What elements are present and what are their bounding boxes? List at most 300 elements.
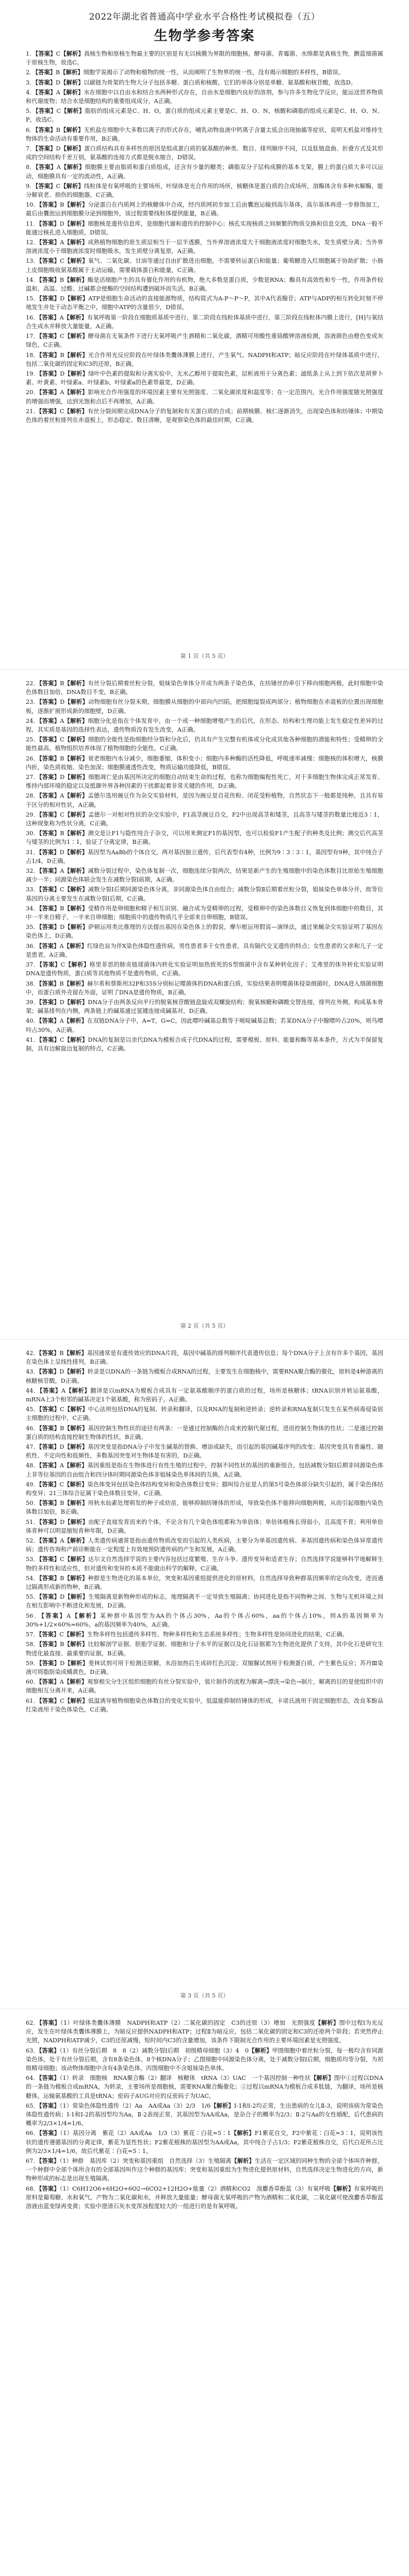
answer-label: 【答案】 xyxy=(39,848,60,856)
answer-label: 【答案】 xyxy=(39,886,60,893)
answer-item xyxy=(26,810,383,828)
item-number: 60． xyxy=(26,1679,39,1686)
answer-label: 【答案】 xyxy=(39,239,60,246)
answer-value: C xyxy=(60,886,64,893)
answer-item xyxy=(26,885,383,903)
analysis-label: 【解析】 xyxy=(64,1368,88,1376)
answer-value: （1）种群 基因库（2）突变和基因重组 自然选择（3）生殖隔离 xyxy=(59,2158,232,2165)
item-number: 66． xyxy=(26,2130,40,2137)
answer-label: 【答案】 xyxy=(39,773,60,781)
analysis-label: 【解析】 xyxy=(249,2046,272,2054)
item-number: 67． xyxy=(26,2158,39,2165)
analysis-label: 【解析】 xyxy=(64,886,88,893)
document-page xyxy=(0,0,409,670)
answer-value: （1）基因分离 紫花（2）AA或Aa 1/3（3）紫花∶白花=5∶1 xyxy=(60,2130,231,2137)
answer-label: 【答案】 xyxy=(39,1631,60,1638)
page-footer: 第 2 页（共 5 页） xyxy=(180,1323,229,1329)
analysis-text: 衰老细胞内水分减少，细胞萎缩，体积变小；细胞内多种酶的活性降低，呼吸速率减慢；细胞核的体积增大，核膜内折，染色质收缩、染色加深；细胞膜通透性改变，物质运输功能降低，B错误。 xyxy=(26,755,383,771)
answer-label: 【答案】 xyxy=(39,698,60,706)
answer-item xyxy=(26,1499,383,1516)
answer-label: 【答案】 xyxy=(39,979,60,987)
document-page xyxy=(0,670,409,1340)
item-number: 35． xyxy=(26,924,39,931)
answer-value: B xyxy=(60,351,64,359)
answer-label: 【答案】 xyxy=(39,313,60,321)
analysis-label: 【解析】 xyxy=(64,867,88,875)
analysis-label: 【解析】 xyxy=(65,1386,91,1394)
analysis-label: 【解析】 xyxy=(64,792,88,800)
item-number: 41． xyxy=(26,1036,39,1043)
answer-item xyxy=(26,351,383,368)
answer-item xyxy=(26,68,383,77)
answer-label: 【答案】 xyxy=(39,1443,60,1451)
analysis-text: 格里菲思的肺炎链球菌体内转化实验证明加热致死的S型细菌中含有某种转化因子；艾弗里的体外转化实验证明DNA是遗传物质，蛋白质等其他物质不是遗传物质，C正确。 xyxy=(26,961,383,977)
analysis-text: 分泌蛋白在内质网上的核糖体中合成，经内质网初步加工后由囊泡运输到高尔基体，高尔基体再进一步修饰加工，最后由囊泡运到细胞膜分泌到细胞外，该过程需要线粒体提供能量，B正确。 xyxy=(26,201,383,217)
answer-value: D xyxy=(56,79,61,86)
analysis-label: 【解析】 xyxy=(64,407,88,415)
item-number: 51． xyxy=(26,1518,39,1526)
item-number: 27． xyxy=(26,774,39,781)
answer-item xyxy=(26,126,383,143)
answer-item xyxy=(26,2019,383,2045)
answer-item xyxy=(26,942,383,959)
analysis-label: 【解析】 xyxy=(64,276,88,283)
item-number: 13． xyxy=(26,258,39,265)
answer-item xyxy=(26,1461,383,1479)
analysis-text: 某种群中基因型为AA的个体占30%，Aa的个体占60%，aa的个体占10%，则A的基因频率为30%+1/2×60%=60%，a的基因频率为40%，A正确。 xyxy=(26,1612,384,1628)
analysis-label: 【解析】 xyxy=(64,773,89,781)
answer-label: 【答案】 xyxy=(39,717,60,724)
answer-item xyxy=(26,182,383,199)
answer-label: 【答案】 xyxy=(39,810,60,818)
analysis-text: 生活在一定区域的同种生物的全部个体叫作种群，一个种群中全部个体所含有的全部基因叫作这个种群的基因库；突变和基因重组为生物进化提供原材料，自然选择决定生物进化的方向，新物种形成的标志是出现生殖隔离。 xyxy=(26,2158,383,2182)
answer-label: 【答案】 xyxy=(39,1017,60,1025)
answer-value: C xyxy=(60,736,64,743)
answer-value: C xyxy=(60,961,66,969)
answer-value: C xyxy=(59,408,64,415)
item-number: 26． xyxy=(26,755,39,762)
answer-item xyxy=(26,369,383,387)
answer-item xyxy=(26,1386,383,1404)
item-number: 5． xyxy=(26,108,36,115)
answer-label: 【答案】 xyxy=(39,2102,60,2109)
answer-item xyxy=(26,2184,383,2211)
answer-label: 【答案】 xyxy=(39,201,60,209)
analysis-label: 【解析】 xyxy=(60,50,84,57)
item-number: 3． xyxy=(26,79,36,86)
answer-label: 【答案】 xyxy=(39,2046,60,2054)
item-number: 45． xyxy=(26,1406,39,1413)
item-number: 4． xyxy=(26,89,36,96)
analysis-label: 【解析】 xyxy=(64,848,88,856)
analysis-text: 减数分裂过程中，染色体复制一次，细胞连续分裂两次，结果是新产生的生殖细胞中的染色体数目比原始生殖细胞减少一半；同源染色体联会发生在减数分裂Ⅰ前期，A正确。 xyxy=(26,868,383,884)
item-number: 39． xyxy=(26,998,39,1006)
answer-label: 【答案】 xyxy=(39,1678,60,1686)
analysis-text: 基因重组是指在生物体进行有性生殖的过程中，控制不同性状的基因的重新组合，包括减数分裂Ⅰ后期非同源染色体上非等位基因的自由组合和四分体时期同源染色体非姐妹染色单体间的互换，A正确。 xyxy=(26,1462,383,1478)
analysis-text: 比较解剖学证据、胚胎学证据、细胞和分子水平的证据以及化石证据都为生物进化提供了支持，其中化石是研究生物进化最直接、最重要的证据，B正确。 xyxy=(26,1641,383,1657)
analysis-label: 【解析】 xyxy=(64,1499,88,1507)
analysis-text: 测交是让F1与隐性纯合子杂交，可以用来测定F1的基因型，也可以检验F1产生配子的种类及比例；测交后代高茎与矮茎的比例为1∶1，验证了分离定律，B正确。 xyxy=(26,830,383,846)
answer-item xyxy=(26,388,383,405)
answer-value: D xyxy=(59,1444,64,1451)
analysis-text: 氧气、二氧化碳、甘油等通过自由扩散进出细胞，不需要转运蛋白和能量；葡萄糖进入红细胞属于协助扩散；小肠上皮细胞吸收氨基酸属于主动运输，需要载体蛋白和能量，C正确。 xyxy=(26,258,384,274)
answer-item xyxy=(26,829,383,846)
answer-item xyxy=(26,163,383,180)
answer-item xyxy=(26,107,383,124)
answer-label: 【答案】 xyxy=(39,2074,60,2082)
answer-item xyxy=(26,717,383,734)
analysis-label: 【解析】 xyxy=(231,2129,255,2137)
answer-item xyxy=(26,679,383,697)
answer-value: B xyxy=(60,201,64,209)
answer-value: A xyxy=(60,239,64,246)
answer-label: 【答案】 xyxy=(36,163,57,171)
answer-label: 【答案】 xyxy=(39,736,60,743)
analysis-text: 中心法则包括DNA的复制、转录和翻译，以及RNA的复制和逆转录；逆转录和RNA复制只发生在某些病毒侵染宿主细胞的过程中，C正确。 xyxy=(26,1406,383,1422)
answer-value: （1）转录 细胞核 RNA聚合酶（2）翻译 核糖体 tRNA（3）UAC 一个基因控制一种性状 xyxy=(59,2075,311,2082)
answer-label: 【答案】 xyxy=(39,1368,60,1376)
analysis-label: 【解析】 xyxy=(63,979,88,987)
answer-item xyxy=(26,1574,383,1591)
analysis-label: 【解析】 xyxy=(64,717,88,724)
item-number: 50． xyxy=(26,1500,39,1507)
analysis-label: 【解析】 xyxy=(64,1537,88,1545)
exam-title: 2022年湖北省普通高中学业水平合格性考试模拟卷（五） xyxy=(89,12,320,22)
answer-label: 【答案】 xyxy=(39,407,60,415)
analysis-text: 观察根尖分生区组织细胞的有丝分裂实验中，装片制作的流程为解离→漂洗→染色→制片，解离的目的是使组织中的细胞相互分离开来，A正确。 xyxy=(26,1679,383,1694)
analysis-text: 染色体变异包括染色体结构变异和染色体数目变异；猫叫综合征是人的第5号染色体部分缺失引起的，属于染色体结构变异；21三体综合征属于染色体数目变异，C正确。 xyxy=(26,1481,383,1497)
answer-value: B xyxy=(56,69,60,76)
answer-label: 【答案】 xyxy=(39,1518,60,1526)
analysis-text: 真核生物和原核生物最主要的区别是有无以核膜为界限的细胞核。酵母菌、青霉菌、水绵都是真核生物，颤蓝细菌属于原核生物，故选C。 xyxy=(26,50,383,66)
item-number: 8． xyxy=(26,164,36,171)
item-number: 31． xyxy=(26,849,39,856)
answer-value: B xyxy=(59,1350,64,1357)
analysis-text: 用秋水仙素处理萌发的种子或幼苗，能够抑制纺锤体的形成，导致染色体不能移向细胞两极，从而引起细胞内染色体数目加倍，B正确。 xyxy=(26,1500,383,1516)
analysis-label: 【解析】 xyxy=(231,2157,255,2165)
analysis-text: 有丝分裂后期着丝粒分裂，姐妹染色单体分开成为两条子染色体，在纺锤丝的牵引下移向细胞两极，此时细胞中染色体数目加倍，DNA数目不变，B正确。 xyxy=(26,680,383,696)
answer-value: A xyxy=(60,1537,64,1545)
answer-value: C xyxy=(59,1036,64,1043)
answer-item xyxy=(26,923,383,940)
answer-value: A xyxy=(66,1612,71,1619)
analysis-label: 【解析】 xyxy=(64,1518,89,1526)
analysis-text: Ⅰ-1和Ⅰ-2均正常，生出患病的女儿Ⅱ-3，说明该病为常染色体隐性遗传病；Ⅰ-1和Ⅰ-2的基因型均为Aa，Ⅱ-2表现正常，其基因型为AA或Aa，是杂合子的概率为2/3；Ⅱ-2与Aa的女性婚配，后代患病的概率为2/3×1/4=1/6。 xyxy=(26,2102,383,2127)
item-number: 49． xyxy=(26,1481,39,1488)
analysis-label: 【解析】 xyxy=(63,1462,88,1469)
item-number: 54． xyxy=(26,1574,39,1582)
item-number: 57． xyxy=(26,1631,39,1638)
analysis-label: 【解析】 xyxy=(64,239,88,246)
analysis-text: 低温诱导植物细胞染色体数目的变化实验中，低温能抑制纺锤体的形成，卡诺氏液用于固定细胞形态，改良苯酚品红染液用于染色体染色，C正确。 xyxy=(26,1697,384,1713)
analysis-label: 【解析】 xyxy=(60,88,84,96)
answer-value: C xyxy=(60,258,64,265)
analysis-text: 影响光合作用强度的环境因素主要有光照强度、二氧化碳浓度和温度等；在一定范围内，光合作用强度随光照强度的增强而增强，达到光饱和点后不再增加，A正确。 xyxy=(26,389,383,405)
answer-item xyxy=(26,1640,383,1657)
analysis-label: 【解析】 xyxy=(71,1612,100,1619)
answer-item xyxy=(26,867,383,884)
answer-label: 【答案】 xyxy=(39,680,60,687)
answer-value: C xyxy=(56,50,61,57)
analysis-text: 红绿色盲为伴X染色体隐性遗传病，男性患者多于女性患者，具有隔代交叉遗传的特点；女性患者的父亲和儿子一定是患者，A正确。 xyxy=(26,942,383,958)
item-number: 15． xyxy=(26,295,39,302)
analysis-label: 【解析】 xyxy=(65,961,90,969)
answer-item xyxy=(26,88,383,106)
answer-value: （1）常染色体隐性遗传（2）Aa AA或Aa（3）2/3 1/6 xyxy=(59,2102,211,2109)
answer-label: 【答案】 xyxy=(39,1574,60,1582)
item-number: 36． xyxy=(26,942,39,950)
analysis-text: F1紫花自交，F2中紫花∶白花≈3∶1，说明该性状的遗传遵循基因的分离定律，紫花为显性性状；F2紫花植株的基因型为AA或Aa，其中纯合子占1/3；F2紫花植株自交，后代白花所占比例为2/3×1/4=1/6，故后代紫花∶白花=5∶1。 xyxy=(26,2130,383,2155)
analysis-text: 受精作用是卵细胞和精子相互识别、融合成为受精卵的过程，受精卵中的染色体数目又恢复到体细胞中的数目，其中一半来自精子，一半来自卵细胞；细胞质中的遗传物质几乎全部来自卵细胞，B错误。 xyxy=(26,905,383,921)
item-number: 9． xyxy=(26,182,36,190)
answer-item xyxy=(26,1443,383,1460)
analysis-label: 【解析】 xyxy=(64,923,89,931)
analysis-label: 【解析】 xyxy=(60,69,84,76)
answer-value: D xyxy=(60,370,65,377)
answer-value: D xyxy=(60,1659,65,1667)
answer-item xyxy=(26,1612,383,1629)
analysis-label: 【解析】 xyxy=(64,829,88,837)
item-number: 62． xyxy=(26,2020,40,2026)
answer-item xyxy=(26,754,383,772)
answer-label: 【答案】 xyxy=(39,1462,60,1469)
answer-value: B xyxy=(60,755,64,762)
answer-value: A xyxy=(59,1462,64,1469)
item-number: 30． xyxy=(26,830,39,837)
answer-value: B xyxy=(60,905,64,912)
answer-label: 【答案】 xyxy=(39,1405,60,1413)
item-number: 55． xyxy=(26,1594,39,1601)
answer-value: B xyxy=(60,1574,64,1582)
analysis-text: 基因通常是有遗传效应的DNA片段，基因中碱基的排列顺序代表遗传信息；每个DNA分子上含有许多个基因，基因在染色体上呈线性排列，B正确。 xyxy=(26,1350,383,1366)
item-number: 33． xyxy=(26,886,39,893)
answer-item xyxy=(26,1349,383,1366)
analysis-text: 转录是以DNA的一条链为模板合成RNA的过程，主要发生在细胞核中，需要RNA聚合酶的催化，原料是4种游离的核糖核苷酸，D正确。 xyxy=(26,1368,384,1384)
analysis-text: 图中①过程以DNA的一条链为模板合成mRNA，为转录，主要场所是细胞核，需要RNA聚合酶催化；②过程以mRNA为模板合成多肽链，为翻译，场所是核糖体，运输氨基酸的工具是tRNA；密码子AUG对应的反密码子为UAC。 xyxy=(26,2075,383,2099)
analysis-text: 蛋白质结构具有多样性的原因是组成蛋白质的氨基酸的种类、数目、排列顺序不同，以及肽链盘曲、折叠方式及其形成的空间结构千差万别，氨基酸的连接方式都是脱水缩合，D错误。 xyxy=(26,145,383,161)
analysis-text: 绿叶中色素的提取和分离实验中，无水乙醇用于提取色素，层析液用于分离色素；滤纸条上从上到下依次是胡萝卜素、叶黄素、叶绿素a、叶绿素b，叶绿素a的色素带最宽，D正确。 xyxy=(26,370,383,386)
answer-item xyxy=(26,238,383,256)
answer-value: C xyxy=(60,1697,64,1704)
answer-item xyxy=(26,1518,383,1535)
answer-value: A xyxy=(60,389,64,396)
analysis-text: 细胞核是遗传信息库，是细胞代谢和遗传的控制中心；核孔实现核质之间频繁的物质交换和信息交流，DNA一般不能通过核孔进入细胞质，D错误。 xyxy=(26,220,384,236)
item-number: 42． xyxy=(26,1350,39,1357)
analysis-text: 成熟植物细胞的原生质层相当于一层半透膜，当外界溶液浓度大于细胞液浓度时细胞失水，发生质壁分离；当外界溶液浓度小于细胞液浓度时细胞吸水，发生质壁分离复原，A正确。 xyxy=(26,239,383,255)
answer-item xyxy=(26,1036,383,1053)
item-number: 19． xyxy=(26,370,39,377)
answer-item xyxy=(26,294,383,312)
answer-item xyxy=(26,257,383,274)
answer-label: 【答案】 xyxy=(39,1480,60,1488)
answer-label: 【答案】 xyxy=(39,257,60,265)
analysis-text: 种群是生物进化的基本单位，突变和基因重组提供进化的原材料，自然选择导致种群基因频率的定向改变，进而通过隔离形成新的物种，B正确。 xyxy=(26,1574,383,1591)
answer-label: 【答案】 xyxy=(39,276,60,283)
answer-label: 【答案】 xyxy=(39,351,60,359)
answer-label: 【答案】 xyxy=(35,78,56,86)
analysis-label: 【解析】 xyxy=(64,1640,88,1648)
answer-label: 【答案】 xyxy=(39,2184,60,2192)
answer-label: 【答案】 xyxy=(35,145,56,152)
analysis-label: 【解析】 xyxy=(60,145,85,152)
answer-value: A xyxy=(60,868,64,875)
answer-value: （1）有丝分裂后期 8 8（2）减数分裂Ⅰ后期 初级精母细胞（3）4 0 xyxy=(59,2047,249,2054)
answer-item xyxy=(26,1677,383,1695)
answer-value: B xyxy=(56,126,60,133)
answer-label: 【答案】 xyxy=(39,829,60,837)
answer-label: 【答案】 xyxy=(39,388,60,396)
answer-value: C xyxy=(60,1406,64,1413)
analysis-text: 有氧呼吸的原料是葡萄糖、水和氧气，产物为二氧化碳和水，并释放大量能量；酵母菌无氧呼吸的产物为酒精和二氧化碳，二氧化碳可使溴麝香草酚蓝溶液由蓝变绿再变黄；实验中澄清石灰水变浑浊程度较大的一组进行的是有氧呼吸。 xyxy=(26,2185,383,2210)
analysis-label: 【解析】 xyxy=(60,78,84,86)
analysis-label: 【解析】 xyxy=(64,1443,88,1451)
item-number: 40． xyxy=(26,1018,39,1025)
item-number: 11． xyxy=(26,220,39,227)
analysis-text: 有氧呼吸第一阶段在细胞质基质中进行，第二阶段在线粒体基质中进行，第三阶段在线粒体内膜上进行，[H]与氧结合生成水并释放大量能量，A正确。 xyxy=(26,314,383,330)
answer-value: B xyxy=(59,276,64,283)
answer-item xyxy=(26,1367,383,1385)
analysis-label: 【解析】 xyxy=(63,942,87,950)
analysis-label: 【解析】 xyxy=(64,1574,88,1582)
answer-item xyxy=(26,2157,383,2183)
answer-label: 【答案】 xyxy=(39,2019,60,2026)
analysis-label: 【解析】 xyxy=(64,810,88,818)
answer-label: 【答案】 xyxy=(35,182,56,190)
answer-label: 【答案】 xyxy=(39,867,60,875)
item-number: 1． xyxy=(26,50,36,57)
analysis-label: 【解析】 xyxy=(64,351,88,359)
analysis-text: 赫尔希和蔡斯用32P和35S分别标记噬菌体的DNA和蛋白质，实验结果表明噬菌体侵染细菌时，DNA进入细菌细胞中，而蛋白质外壳留在外面，证明了DNA是遗传物质，B正确。 xyxy=(26,980,384,996)
item-number: 44． xyxy=(26,1387,40,1394)
answer-item xyxy=(26,773,383,790)
answer-label: 【答案】 xyxy=(39,1424,60,1432)
analysis-text: 细胞学说揭示了动物和植物的统一性，从而阐明了生物界的统一性，没有揭示细胞的多样性，B错误。 xyxy=(83,69,344,76)
analysis-text: 基因突变是指DNA分子中发生碱基的替换、增添或缺失，而引起的基因碱基序列的改变；基因突变具有普遍性、随机性、不定向性和低频性，多数基因突变对生物体是有害的，D正确。 xyxy=(26,1444,384,1460)
analysis-text: 动物细胞有丝分裂末期，细胞膜从细胞的中部向内凹陷，把细胞缢裂成两部分；植物细胞在赤道板的位置出现细胞板，逐渐扩展形成新的细胞壁，D正确。 xyxy=(26,699,383,715)
answer-value: A xyxy=(60,792,64,800)
answer-value: B xyxy=(59,980,64,987)
answer-label: 【答案】 xyxy=(39,295,60,302)
analysis-text: 翻译是以mRNA为模板合成具有一定氨基酸顺序的蛋白质的过程，场所是核糖体；tRNA识别并转运氨基酸，mRNA上3个相邻的碱基决定1个氨基酸，称为密码子，A正确。 xyxy=(26,1387,383,1403)
document-page xyxy=(0,1340,409,2009)
analysis-label: 【解析】 xyxy=(64,201,88,209)
answer-value: D xyxy=(60,1518,65,1526)
item-number: 16． xyxy=(26,314,39,321)
answer-value: D xyxy=(60,1594,65,1601)
item-number: 29． xyxy=(26,811,40,818)
answer-label: 【答案】 xyxy=(39,369,60,377)
analysis-text: 孟德尔选用豌豆作为杂交实验材料，是因为豌豆是自花传粉、闭花受粉植物，自然状态下一般都是纯种，且具有易于区分的相对性状，A正确。 xyxy=(26,792,383,808)
answer-item xyxy=(26,791,383,809)
analysis-label: 【解析】 xyxy=(64,1405,88,1413)
answer-value: D xyxy=(60,924,65,931)
analysis-text: 生殖隔离是新物种形成的标志，地理隔离不一定导致生殖隔离；协同进化是指不同物种之间、生物与无机环境之间在相互影响中不断进化和发展，D正确。 xyxy=(26,1594,383,1609)
answer-label: 【答案】 xyxy=(39,923,60,931)
analysis-text: 有丝分裂间期完成DNA分子的复制和有关蛋白质的合成；前期核膜、核仁逐渐消失，出现染色体和纺锤体；中期染色体的着丝粒排列在赤道板上，形态稳定、数目清晰，是观察染色体的最佳时期，C正确。 xyxy=(26,408,383,423)
item-number: 64． xyxy=(26,2075,39,2082)
analysis-label: 【解析】 xyxy=(64,680,88,687)
answer-item xyxy=(26,2046,383,2073)
answer-value: D xyxy=(56,145,61,152)
answer-value: C xyxy=(56,182,61,190)
analysis-text: 酵母菌在无氧条件下进行无氧呼吸产生酒精和二氧化碳，酒精可用酸性重铬酸钾溶液检测，溶液颜色由橙色变成灰绿色，C正确。 xyxy=(26,333,384,349)
analysis-label: 【解析】 xyxy=(60,163,85,171)
item-number: 12． xyxy=(26,239,39,246)
item-number: 34． xyxy=(26,905,39,912)
answer-value: D xyxy=(59,220,64,227)
answer-item xyxy=(26,848,383,866)
analysis-text: 线粒体是有氧呼吸的主要场所，叶绿体是光合作用的场所，核糖体是蛋白质的合成场所，溶酶体含有多种水解酶，能分解衰老、损伤的细胞器，C正确。 xyxy=(26,182,383,199)
analysis-text: 斐林试剂可用于检测还原糖，水浴加热后生成砖红色沉淀；双缩脲试剂用于检测蛋白质，产生紫色反应；苏丹Ⅲ染液可将脂肪染成橘黄色，D正确。 xyxy=(26,1659,384,1675)
answer-label: 【答案】 xyxy=(41,1612,67,1619)
item-number: 59． xyxy=(26,1659,39,1667)
analysis-text: 人类遗传病通常是指由遗传物质改变而引起的人类疾病，主要分为单基因遗传病、多基因遗传病和染色体异常遗传病；遗传咨询和产前诊断能在一定程度上有效地预防遗传病的产生和发展，A正确。 xyxy=(26,1537,383,1553)
answer-label: 【答案】 xyxy=(39,792,60,800)
answer-item xyxy=(26,979,383,997)
answer-item xyxy=(26,1405,383,1422)
analysis-text: 酶是活细胞产生的具有催化作用的有机物，绝大多数是蛋白质，少数是RNA；酶具有高效性和专一性，作用条件较温和，高温、过酸、过碱都会使酶的空间结构遭到破坏而失活，B正确。 xyxy=(26,276,384,293)
analysis-text: 在双链DNA分子中，A=T，G=C，因此嘌呤碱基总数等于嘧啶碱基总数；若某DNA分子中腺嘌呤占20%，则鸟嘌呤占30%，A正确。 xyxy=(26,1018,383,1033)
item-number: 61． xyxy=(26,1697,39,1704)
item-number: 23． xyxy=(26,699,39,706)
analysis-label: 【解析】 xyxy=(64,998,88,1006)
analysis-label: 【解析】 xyxy=(64,1480,88,1488)
analysis-label: 【解析】 xyxy=(64,388,88,396)
item-number: 38． xyxy=(26,980,39,987)
analysis-label: 【解析】 xyxy=(60,126,84,133)
answer-item xyxy=(26,1536,383,1554)
answer-item xyxy=(26,200,383,218)
answer-item xyxy=(26,904,383,922)
analysis-label: 【解析】 xyxy=(60,182,84,190)
analysis-label: 【解析】 xyxy=(63,1631,88,1638)
answer-value: D xyxy=(60,774,65,781)
answer-value: D xyxy=(59,849,64,856)
answer-value: （1）叶绿体类囊体薄膜 NADPH和ATP（2）二氧化碳的固定 C3的还原（3）增加 光照强度 xyxy=(60,2020,316,2026)
answer-item xyxy=(26,960,383,978)
answer-item xyxy=(26,144,383,162)
item-number: 65． xyxy=(26,2102,39,2109)
answer-item xyxy=(26,1480,383,1498)
answer-value: C xyxy=(59,1481,64,1488)
analysis-label: 【解析】 xyxy=(330,2184,354,2192)
answer-value: C xyxy=(59,1631,64,1638)
answer-item xyxy=(26,2074,383,2100)
analysis-label: 【解析】 xyxy=(63,1017,88,1025)
item-number: 24． xyxy=(26,717,39,724)
answer-value: B xyxy=(60,1641,64,1648)
analysis-label: 【解析】 xyxy=(64,332,88,340)
answer-item xyxy=(26,1592,383,1610)
answer-item xyxy=(26,219,383,237)
answer-item xyxy=(26,332,383,349)
analysis-label: 【解析】 xyxy=(64,1659,89,1667)
answer-item xyxy=(26,1630,383,1639)
item-number: 47． xyxy=(26,1444,39,1451)
analysis-text: ATP是细胞生命活动的直接能源物质，结构简式为A-P～P～P，其中A代表腺苷；ATP与ADP的相互转化时刻不停地发生并处于动态平衡之中，细胞中ATP的含量很少，D错误。 xyxy=(26,295,383,311)
analysis-text: 无机盐在细胞中大多数以离子的形式存在，哺乳动物血液中钙离子含量太低会出现抽搐等症状，说明无机盐对维持生物体的生命活动有重要作用，B正确。 xyxy=(26,126,383,142)
item-number: 52． xyxy=(26,1537,39,1545)
analysis-text: 萨顿运用类比推理的方法提出基因在染色体上的假说，摩尔根运用假说—演绎法，通过果蝇杂交实验证明了基因在染色体上，D正确。 xyxy=(26,924,383,940)
analysis-text: 细胞膜主要由脂质和蛋白质组成，还含有少量的糖类；磷脂双分子层构成膜的基本支架，膜上的蛋白质大多可以运动，细胞膜具有一定的流动性，A正确。 xyxy=(26,164,383,180)
item-number: 21． xyxy=(26,408,39,415)
answer-label: 【答案】 xyxy=(39,219,60,227)
answer-label: 【答案】 xyxy=(39,1036,60,1043)
analysis-text: 由配子直接发育而来的个体，不论含有几个染色体组都称为单倍体；单倍体植株长得弱小，且高度不育；利用单倍体育种可以明显缩短育种年限，D正确。 xyxy=(26,1518,383,1534)
answer-item xyxy=(26,313,383,331)
item-number: 22． xyxy=(26,680,39,687)
analysis-label: 【解析】 xyxy=(315,2019,339,2026)
